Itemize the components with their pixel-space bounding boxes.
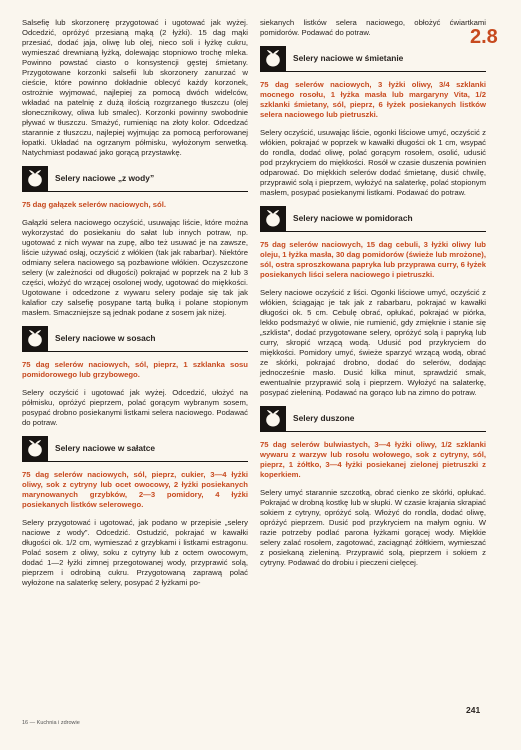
recipe-title: Selery naciowe „z wody” [55,173,155,183]
recipe-text: Selery naciowe oczyścić z liści. Ogonki liściowe umyć, oczyścić z włókien, ściągając je tak jak z rabarbaru, pokrajać w kawałki długości ok. 5 cm. Cebulę obrać, opłukać, pokrajać w piórka, lekko podsmażyć w oliwie, nie rumienić, gdy zmięknie i stanie się „szklista”, dodać przygotowane selery, opróżyć solą i papryką lub curry, skropić wrzącą wodą. Udusić pod przykryciem do miękkości. Pomidory umyć, świeże sparzyć wrzącą wodą, obrać ze skórki, pokrajać drobno, dodać do selerów, dodając jednocześnie masło. Dusić kilka minut, sprawdzić smak, ewentualnie przyprawić solą i pieprzem. Wyłożyć na salaterkę, posypać zieleniną. Podawać na gorąco lub na zimno do potraw. [260,288,486,397]
recipe-text: Gałązki selera naciowego oczyścić, usuwając liście, które można wykorzystać do posiekaniu do sałat lub innych potraw, np. ugotować z nich wywar na zupę, albo też usuwać je na zawsze, liście używać osłąj, oczyścić z włókien (tak jak rabarbar). Niektóre odmiany selera naciowego są pozbawione włókien. Oczyszczone selery (w zależności od długości) pokrajać w poprzek na 2 lub 3 części, włożyć do wrzącej osolonej wody, ugotować do miękkości. Ugotowane i odcedzone z wywaru selery podaje się tak jak kalafior czy salsefię posypane tartą bułką i polane stopionym masłem. Smaczniejsze są jednak podane z sosem jak niżej. [22,218,248,317]
recipe-title: Selery duszone [293,413,355,423]
recipe-heading-z-wody [22,166,248,192]
page-number: 241 [466,705,481,715]
continued-paragraph: siekanych listków selera naciowego, obłożyć ćwiartkami pomidorów. Podawać do potraw. [260,18,486,37]
recipe-text: Selery umyć starannie szczotką, obrać cienko ze skórki, opłukać. Pokrajać w drobną kostkę lub w słupki. W czasie krajania skrapiać sokiem z cytryny, opróżyć solą. Włożyć do rondla, dodać oliwę, opróżyć pieprzem. Dusić pod przykryciem na małym ogniu. W razie potrzeby podlać parona łyżkami gorącej wody. Miękkie selery zalać rosołem, zagotować, zaciągnąć żółtkiem, wymieszać z posiekaną zieleniną. Przyprawić solą, pieprzem i sokiem z cytryny. Podawać do drobiu i pieczeni cielęcej. [260,488,486,567]
vegetable-icon [22,436,48,462]
vegetable-icon [22,326,48,352]
recipe-text: Selery oczyścić i ugotować jak wyżej. Odcedzić, ułożyć na półmisku, opróżyć pieprzem, polać gorącym wybranym sosem, posypać drobno posiekanymi listkami selera naciowego. Podawać do potraw. [22,388,248,427]
recipe-heading-w-pomidorach [260,206,486,232]
heading-rule [286,71,486,72]
heading-rule [48,191,248,192]
heading-rule [286,431,486,432]
heading-rule [48,351,248,352]
intro-paragraph: Salsefię lub skorzonerę przygotować i ugotować jak wyżej. Odcedzić, opróżyć przesianą mąką (2 łyżki). 15 dag mąki przesiać, dodać jaja, oliwę lub olej, nieco soli i łyżkę cukru, wymieszać drewnianą łyżką, dolewając stopniowo trochę mleka. Powinno powstać ciasto o konsystencji gęstej śmietany. Przygotowane korzonki salsefii lub skorzonery zanurzać w cieście, które powinno dokładnie oblecyć każdy korzonek, ostrożnie wyjmować, najlepiej za pomocą dwóch widelców, wkładać na patelnię z dużą ilością rozgrzanego tłuszczu (olej słonecznikowy, oliwa lub smalec). Korzonki powinny swobodnie pływać w tłuszczu. Smażyć, rumieniąc na złoty kolor. Odcedzać starannie z tłuszczu, najlepiej wyjmując za pomocą perforowanej łopatki. Układać na ogrzanym półmisku, wyłożonym serwetką. Natychmiast podawać jako gorącą przystawkę. [22,18,248,157]
chapter-number: 2.8 [470,26,498,48]
heading-rule [286,231,486,232]
recipe-title: Selery naciowe w pomidorach [293,213,413,223]
vegetable-icon [260,406,286,432]
vegetable-icon [260,206,286,232]
vegetable-icon [22,166,48,192]
recipe-heading-duszone [260,406,486,432]
recipe-text: Selery przygotować i ugotować, jak podano w przepisie „selery naciowe z wody”. Odcedzić. Ostudzić, pokrajać w kawałki długości ok. 1/2 cm, wymieszać z grzybkami i listkami estragonu. Polać sosem z oliwy, soku z cytryny lub z octem owocowym, dodać 1—2 łyżki zimnej przegotowanej wody, przyprawić solą, pieprzem i odrobiną cukru. Przygotowaną zaprawą polać wyłożone na salaterkę selery, posypać 2 łyżkami po- [22,518,248,587]
heading-rule [48,461,248,462]
recipe-heading-w-sosach [22,326,248,352]
recipe-ingredients: 75 dag selerów naciowych, sól, pieprz, cukier, 3—4 łyżki oliwy, sok z cytryny lub ocet owocowy, 2 łyżki posiekanych marynowanych grzybków, 2—3 pomidory, 4 łyżki posiekanych listków selerowego. [22,470,248,509]
recipe-ingredients: 75 dag selerów naciowych, sól, pieprz, 1 szklanka sosu pomidorowego lub grzybowego. [22,360,248,379]
recipe-text: Selery oczyścić, usuwając liście, ogonki liściowe umyć, oczyścić z włókien, pokrajać w poprzek w kawałki długości ok 1 cm, wsypać do rondla, dodać oliwę, polać gorącym rosołem, osolić, udusić pod przykryciem do miękkości. Rosół w czasie duszenia powinien odparować. Do miękkich selerów dodać śmietanę, dusić chwilę, przyprawić solą i pieprzem, wyłożyć na salaterkę, polać stopionym masłem, posypać posiekanymi listkami. Podawać do potraw. [260,128,486,197]
recipe-heading-w-salatce [22,436,248,462]
recipe-ingredients: 75 dag gałązek selerów naciowych, sól. [22,200,166,209]
vegetable-icon [260,46,286,72]
recipe-ingredients: 75 dag selerów bulwiastych, 3—4 łyżki oliwy, 1/2 szklanki wywaru z warzyw lub rosołu wołowego, sok z cytryny, sól, pieprz, 1 żółtko, 3—4 łyżki posiekanej zielonej pietruszki z koperkiem. [260,440,486,479]
recipe-ingredients: 75 dag selerów naciowych, 15 dag cebuli, 3 łyżki oliwy lub oleju, 1 łyżka masła, 30 dag pomidorów (świeże lub mrożone), sól, ostra sproszkowana papryka lub przyprawa curry, 6 łyżek posiekanych liści selera naciowego i pietruszki. [260,240,486,279]
recipe-title: Selery naciowe w sosach [55,333,156,343]
page-footer: 16 — Kuchnia i zdrowie [22,720,80,726]
right-column [260,18,486,576]
recipe-title: Selery naciowe w śmietanie [293,53,404,63]
left-column [22,18,248,596]
recipe-title: Selery naciowe w sałatce [55,443,156,453]
recipe-heading-w-smietanie [260,46,486,72]
recipe-ingredients: 75 dag selerów naciowych, 3 łyżki oliwy, 3/4 szklanki mocnego rosołu, 1 łyżka masła lub margaryny Vita, 1/2 szklanki śmietany, sól, pieprz, 6 łyżek posiekanych listków selera naciowego lub pietruszki. [260,80,486,119]
